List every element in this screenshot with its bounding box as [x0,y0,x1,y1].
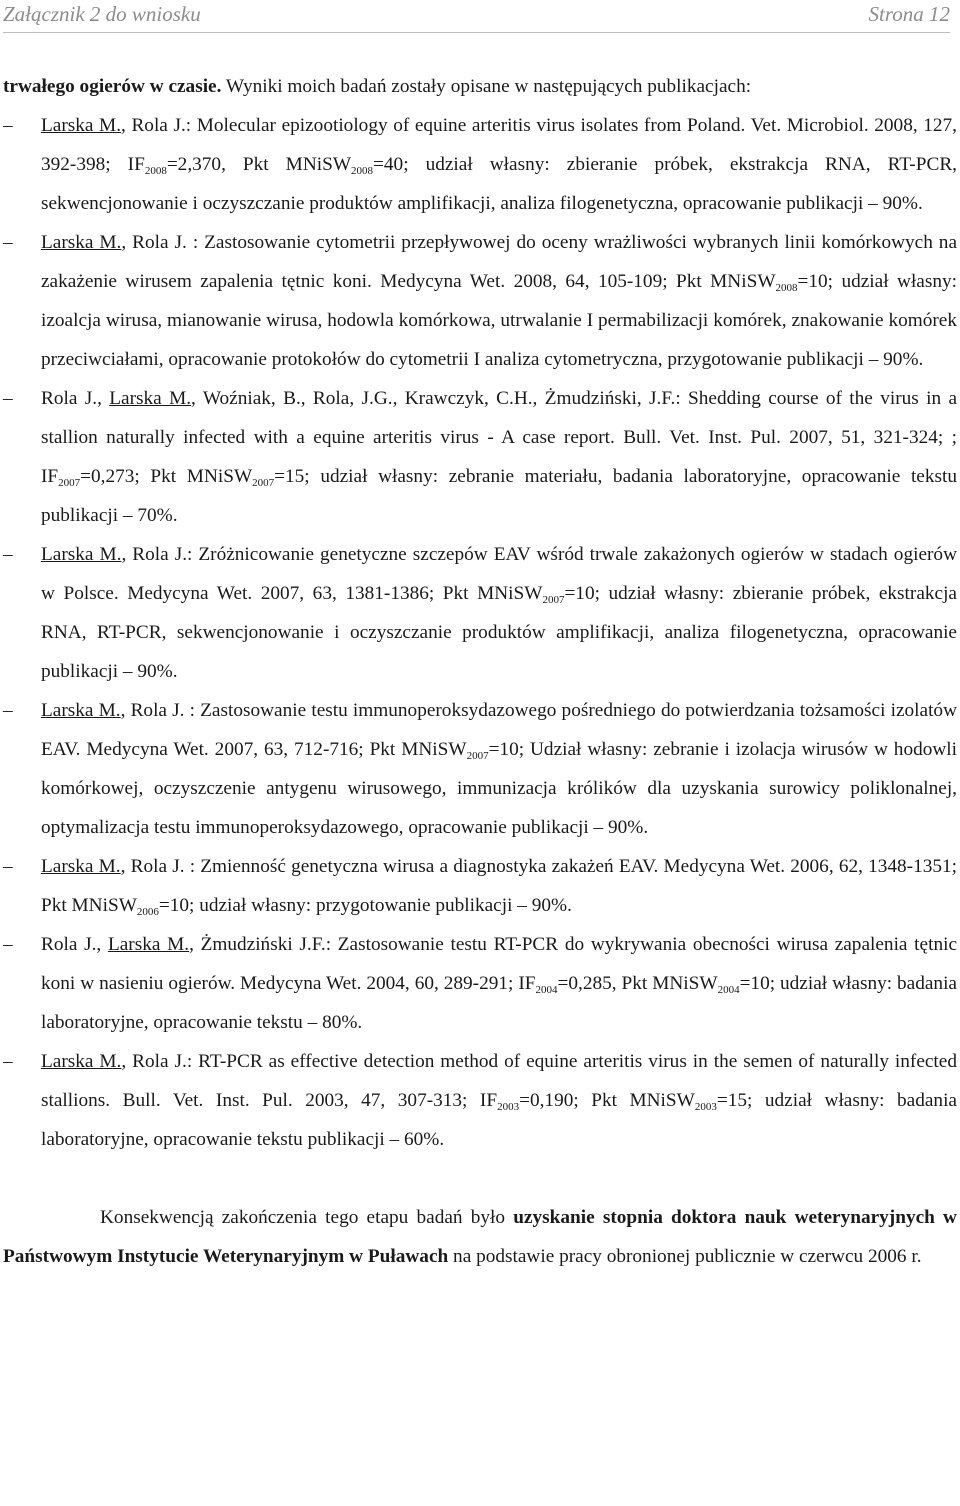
intro-bold-text: trwałego ogierów w czasie. [3,76,222,97]
citation-text: , Rola J.: RT-PCR as effective detection method of equine arteritis virus in the semen of naturally infected stallions. Bull. Vet. Inst. Pul. 2003, 47, 307-313; IF [41,1051,957,1111]
citation-text: , Żmudziński J.F.: Zastosowanie testu RT-PCR do wykrywania obecności wirusa zapalenia tętnic koni w nasieniu ogierów. Medycyna Wet. 2004, 60, 289-291; IF [41,934,957,994]
document-body [3,67,957,1276]
page-number: Strona 12 [868,2,950,26]
author-name: Larska M. [41,1051,122,1072]
publication-item [3,691,957,847]
author-name: Larska M. [41,700,121,721]
author-name: Larska M. [41,232,122,253]
year-subscript: 2003 [694,1101,717,1113]
list-dash: – [3,934,13,955]
list-dash: – [3,232,13,253]
list-dash: – [3,856,13,877]
citation-text: =10; udział własny: badania laboratoryjne, opracowanie tekstu – 80%. [41,973,957,1033]
citation-text: =0,190; Pkt MNiSW [519,1090,695,1111]
citation-text: =10; udział własny: izoalcja wirusa, mianowanie wirusa, hodowla komórkowa, utrwalanie I permabilizacji komórek, znakowanie komórek przeciwciałami, opracowanie protokołów do cytometrii I analiza cytometryczna, przygotowanie publikacji – 90%. [41,271,957,370]
year-subscript: 2007 [58,477,81,489]
year-subscript: 2007 [252,477,275,489]
year-subscript: 2004 [717,984,740,996]
publication-item [3,847,957,925]
citation-text: , Rola J. : Zmienność genetyczna wirusa a diagnostyka zakażeń EAV. Medycyna Wet. 2006, 62, 1348-1351; Pkt MNiSW [41,856,957,916]
year-subscript: 2008 [351,165,374,177]
publication-list [3,106,957,1159]
closing-text: Konsekwencją zakończenia tego etapu badań było [100,1207,514,1228]
intro-paragraph [3,67,957,106]
citation-text: =10; udział własny: przygotowanie publikacji – 90%. [158,895,572,916]
citation-text: , Rola J.: Molecular epizootiology of equine arteritis virus isolates from Poland. Vet. Microbiol. 2008, 127, 392-398; IF [41,115,957,175]
citation-text: =10; udział własny: zbieranie próbek, ekstrakcja RNA, RT-PCR, sekwencjonowanie i oczyszczanie produktów amplifikacji, analiza filogenetyczna, opracowanie publikacji – 90%. [41,583,957,682]
publication-item [3,535,957,691]
citation-text: Rola J., [41,388,110,409]
citation-text: =0,273; Pkt MNiSW [80,466,253,487]
list-dash: – [3,388,13,409]
year-subscript: 2008 [144,165,167,177]
closing-bold-text: uzyskanie stopnia doktora nauk weterynaryjnych w Państwowym Instytucie Weterynaryjnym w Puławach [3,1207,957,1267]
citation-text: =0,285, Pkt MNiSW [557,973,718,994]
author-name: Larska M. [41,856,121,877]
publication-item [3,379,957,535]
year-subscript: 2003 [497,1101,520,1113]
closing-text: na podstawie pracy obronionej publicznie w czerwcu 2006 r. [448,1246,922,1267]
citation-text: , Rola J. : Zastosowanie cytometrii przepływowej do oceny wrażliwości wybranych linii komórkowych na zakażenie wirusem zapalenia tętnic koni. Medycyna Wet. 2008, 64, 105-109; Pkt MNiSW [41,232,958,292]
page-header [3,0,950,33]
citation-text: =2,370, Pkt MNiSW [166,154,352,175]
intro-text: Wyniki moich badań zostały opisane w następujących publikacjach: [221,76,752,97]
citation-text: =40; udział własny: zbieranie próbek, ekstrakcja RNA, RT-PCR, sekwencjonowanie i oczyszczanie produktów amplifikacji, analiza filogenetyczna, opracowanie publikacji – 90%. [41,154,957,214]
citation-text: =15; udział własny: badania laboratoryjne, opracowanie tekstu publikacji – 60%. [41,1090,957,1150]
year-subscript: 2004 [535,984,558,996]
author-name: Larska M. [107,934,190,955]
list-dash: – [3,700,13,721]
citation-text: , Rola J. : Zastosowanie testu immunoperoksydazowego pośredniego do potwierdzania tożsamości izolatów EAV. Medycyna Wet. 2007, 63, 712-716; Pkt MNiSW [41,700,957,760]
year-subscript: 2006 [136,906,159,918]
list-dash: – [3,1051,13,1072]
publication-item [3,223,957,379]
publication-item [3,106,957,223]
year-subscript: 2007 [466,750,489,762]
author-name: Larska M. [41,544,122,565]
author-name: Larska M. [109,388,192,409]
year-subscript: 2007 [542,594,565,606]
publication-item [3,1042,957,1159]
publication-item [3,925,957,1042]
citation-text: , Woźniak, B., Rola, J.G., Krawczyk, C.H., Żmudziński, J.F.: Shedding course of the virus in a stallion naturally infected with a equine arteritis virus - A case report. Bull. Vet. Inst. Pul. 2007, 51, 321-324; ; IF [41,388,958,487]
year-subscript: 2008 [775,282,798,294]
citation-text: =15; udział własny: zebranie materiału, badania laboratoryjne, opracowanie tekstu publikacji – 70%. [41,466,958,526]
header-title: Załącznik 2 do wniosku [3,2,201,26]
citation-text: Rola J., [41,934,108,955]
citation-text: =10; Udział własny: zebranie i izolacja wirusów w hodowli komórkowej, oczyszczenie antygenu wirusowego, immunizacja królików dla uzyskania surowicy poliklonalnej, optymalizacja testu immunoperoksydazowego, opracowanie publikacji – 90%. [41,739,957,838]
list-dash: – [3,115,13,136]
citation-text: , Rola J.: Zróżnicowanie genetyczne szczepów EAV wśród trwale zakażonych ogierów w stadach ogierów w Polsce. Medycyna Wet. 2007, 63, 1381-1386; Pkt MNiSW [41,544,957,604]
author-name: Larska M. [41,115,122,136]
closing-paragraph [3,1198,957,1276]
list-dash: – [3,544,13,565]
